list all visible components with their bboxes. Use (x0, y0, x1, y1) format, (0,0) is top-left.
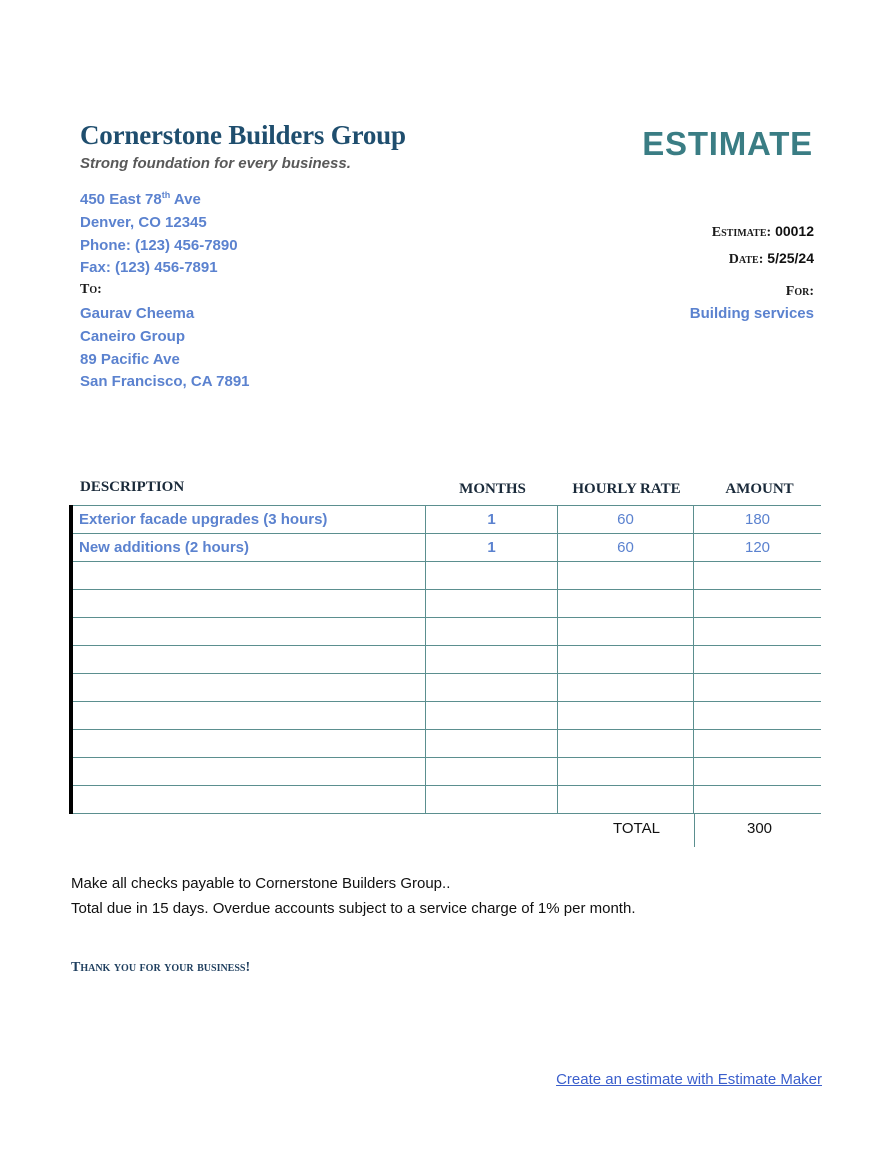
table-row (71, 674, 821, 702)
cell-months (426, 590, 558, 618)
for-value: Building services (689, 305, 814, 322)
table-row (71, 702, 821, 730)
company-tagline: Strong foundation for every business. (80, 155, 351, 172)
cell-hourly-rate (558, 758, 694, 786)
payable-note: Make all checks payable to Cornerstone Builders Group.. (71, 875, 451, 892)
cell-months (426, 646, 558, 674)
table-row (71, 618, 821, 646)
cell-months: 1 (426, 506, 558, 534)
estimate-number-row (560, 223, 814, 241)
cell-description (71, 646, 426, 674)
cell-amount (694, 674, 822, 702)
from-street-number: 450 East 78 (80, 191, 162, 208)
table-row (71, 562, 821, 590)
cell-months (426, 730, 558, 758)
cell-months (426, 674, 558, 702)
cell-months (426, 618, 558, 646)
cell-hourly-rate (558, 786, 694, 814)
from-phone: Phone: (123) 456-7890 (80, 237, 238, 254)
cell-hourly-rate (558, 618, 694, 646)
estimate-maker-link[interactable]: Create an estimate with Estimate Maker (556, 1071, 822, 1088)
from-city: Denver, CO 12345 (80, 214, 207, 231)
cell-description (71, 758, 426, 786)
thank-you-note: Thank you for your business! (71, 960, 251, 975)
table-row (71, 506, 821, 534)
cell-description (71, 730, 426, 758)
cell-hourly-rate (558, 702, 694, 730)
to-label: To: (80, 282, 102, 297)
header-description: DESCRIPTION (80, 479, 185, 495)
cell-amount: 180 (694, 506, 822, 534)
cell-months (426, 562, 558, 590)
cell-hourly-rate (558, 730, 694, 758)
cell-description: Exterior facade upgrades (3 hours) (71, 506, 426, 534)
estimate-date-row (560, 250, 814, 268)
cell-hourly-rate: 60 (558, 506, 694, 534)
header-hourly-rate: HOURLY RATE (572, 481, 681, 497)
cell-amount (694, 730, 822, 758)
cell-amount (694, 786, 822, 814)
cell-description (71, 786, 426, 814)
cell-amount (694, 758, 822, 786)
cell-amount (694, 702, 822, 730)
cell-description (71, 618, 426, 646)
cell-description (71, 562, 426, 590)
cell-hourly-rate (558, 674, 694, 702)
line-items-table (69, 505, 821, 814)
cell-hourly-rate (558, 590, 694, 618)
cell-hourly-rate (558, 562, 694, 590)
cell-amount (694, 618, 822, 646)
table-row (71, 534, 821, 562)
cell-amount (694, 562, 822, 590)
for-label: For: (785, 284, 814, 299)
cell-months (426, 702, 558, 730)
cell-description: New additions (2 hours) (71, 534, 426, 562)
company-name: Cornerstone Builders Group (80, 120, 406, 150)
line-items-body (71, 506, 821, 814)
table-row (71, 786, 821, 814)
from-fax: Fax: (123) 456-7891 (80, 259, 218, 276)
to-street: 89 Pacific Ave (80, 351, 180, 368)
cell-months (426, 758, 558, 786)
estimate-date-label: Date: (728, 252, 764, 267)
table-row (71, 646, 821, 674)
to-company: Caneiro Group (80, 328, 186, 345)
cell-description (71, 590, 426, 618)
cell-description (71, 674, 426, 702)
cell-months (426, 786, 558, 814)
table-row (71, 730, 821, 758)
for-label-row (560, 282, 814, 300)
to-name: Gaurav Cheema (80, 305, 195, 322)
document-title: ESTIMATE (642, 125, 813, 162)
cell-months: 1 (426, 534, 558, 562)
total-value: 300 (746, 820, 773, 837)
estimate-number-value: 00012 (775, 223, 814, 239)
estimate-date-value: 5/25/24 (767, 250, 814, 266)
total-label: TOTAL (613, 820, 660, 837)
from-street-suffix: th (161, 190, 171, 200)
total-divider (694, 813, 695, 847)
from-street-rest: Ave (170, 191, 201, 208)
terms-note: Total due in 15 days. Overdue accounts subject to a service charge of 1% per month. (71, 900, 636, 917)
cell-hourly-rate: 60 (558, 534, 694, 562)
cell-amount: 120 (694, 534, 822, 562)
table-row (71, 758, 821, 786)
estimate-number-label: Estimate: (711, 225, 772, 240)
header-amount: AMOUNT (725, 481, 794, 497)
table-row (71, 590, 821, 618)
cell-hourly-rate (558, 646, 694, 674)
cell-amount (694, 646, 822, 674)
from-street (80, 190, 201, 210)
cell-amount (694, 590, 822, 618)
header-months: MONTHS (459, 481, 526, 497)
cell-description (71, 702, 426, 730)
to-city: San Francisco, CA 7891 (80, 373, 250, 390)
